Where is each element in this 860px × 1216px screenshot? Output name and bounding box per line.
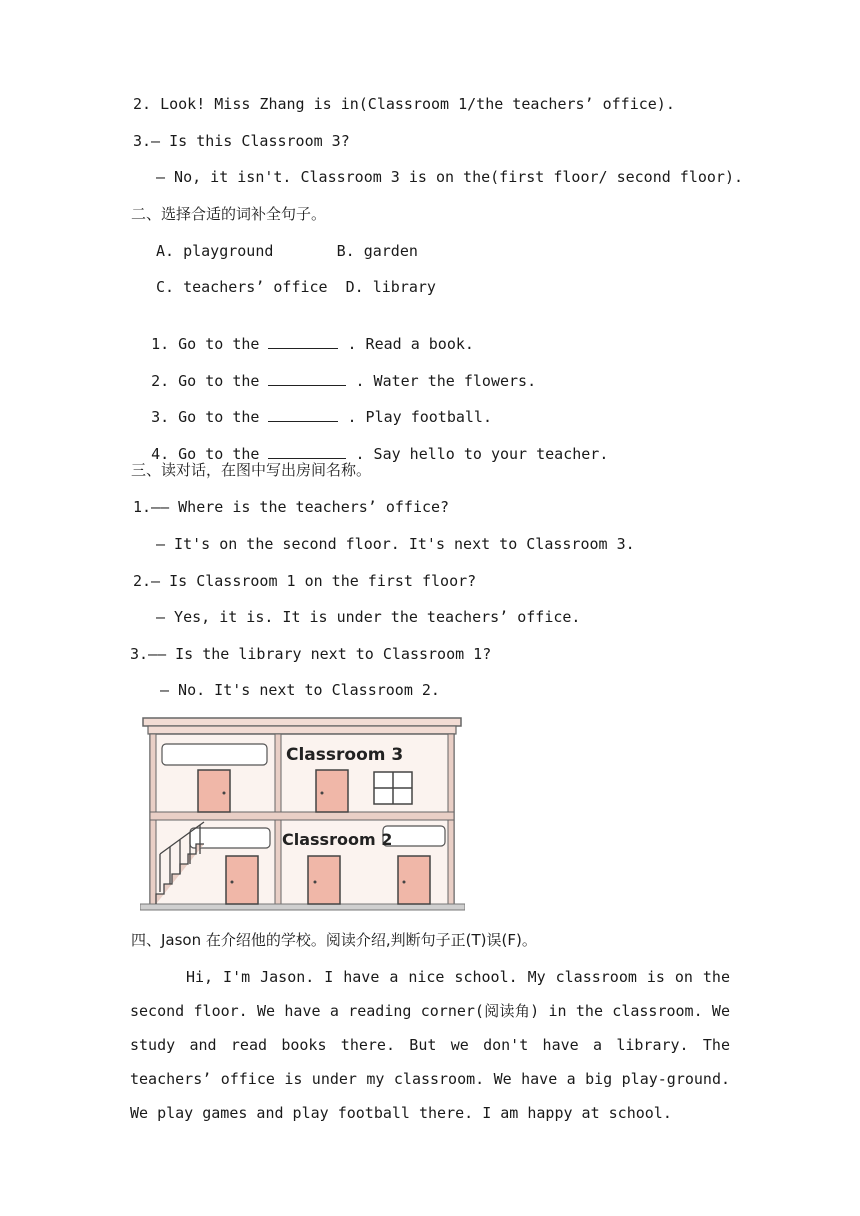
window-icon	[374, 772, 412, 804]
fill-item-suffix: . Play football.	[338, 408, 492, 426]
answer-blank[interactable]	[268, 444, 346, 459]
door-icon	[198, 770, 230, 812]
part1-question-2: 2. Look! Miss Zhang is in(Classroom 1/the teachers’ office).	[133, 95, 675, 113]
answer-blank[interactable]	[268, 407, 338, 422]
door-icon	[398, 856, 430, 904]
reading-passage: Hi, I'm Jason. I have a nice school. My classroom is on the second floor. We have a reading corner(阅读角) in the classroom. We study and read books there. But we don't have a library. The teachers’ office is under my classroom. We have a big play-ground. We play games and play football there. I am happy at school.	[130, 968, 730, 1122]
fill-item-prefix: 3. Go to the	[151, 408, 269, 426]
fill-item-3	[133, 387, 492, 427]
part2-options-row1: A. playground B. garden	[156, 242, 418, 260]
part2-options-row2: C. teachers’ office D. library	[156, 278, 436, 296]
part3-heading: 三、读对话，在图中写出房间名称。	[131, 461, 372, 479]
fill-item-prefix: 4. Go to the	[151, 445, 269, 463]
dialogue-2-answer: — Yes, it is. It is under the teachers’ office.	[156, 608, 581, 626]
fill-item-2	[133, 351, 536, 391]
fill-item-suffix: . Water the flowers.	[346, 372, 537, 390]
part2-heading: 二、选择合适的词补全句子。	[131, 205, 327, 223]
door-icon	[308, 856, 340, 904]
part1-question-3-ask: 3.— Is this Classroom 3?	[133, 132, 350, 150]
classroom-3-label: Classroom 3	[286, 745, 404, 765]
answer-blank[interactable]	[268, 334, 338, 349]
fill-item-prefix: 2. Go to the	[151, 372, 269, 390]
dialogue-3-answer: — No. It's next to Classroom 2.	[160, 681, 440, 699]
classroom-2-label: Classroom 2	[282, 830, 393, 849]
door-icon	[316, 770, 348, 812]
part4-heading: 四、Jason 在介绍他的学校。阅读介绍,判断句子正(T)误(F)。	[131, 931, 537, 949]
fill-item-4	[133, 424, 608, 464]
room-label-box-top-left[interactable]	[162, 744, 267, 765]
fill-item-suffix: . Read a book.	[338, 335, 474, 353]
school-building-illustration	[140, 714, 465, 914]
fill-item-prefix: 1. Go to the	[151, 335, 269, 353]
dialogue-1-question: 1.—— Where is the teachers’ office?	[133, 498, 450, 516]
fill-item-1	[133, 314, 474, 354]
fill-item-suffix: . Say hello to your teacher.	[346, 445, 609, 463]
part1-question-3-answer: — No, it isn't. Classroom 3 is on the(first floor/ second floor).	[156, 168, 743, 186]
dialogue-2-question: 2.— Is Classroom 1 on the first floor?	[133, 572, 477, 590]
door-icon	[226, 856, 258, 904]
answer-blank[interactable]	[268, 371, 346, 386]
dialogue-3-question: 3.—— Is the library next to Classroom 1?	[130, 645, 492, 663]
dialogue-1-answer: — It's on the second floor. It's next to Classroom 3.	[156, 535, 635, 553]
